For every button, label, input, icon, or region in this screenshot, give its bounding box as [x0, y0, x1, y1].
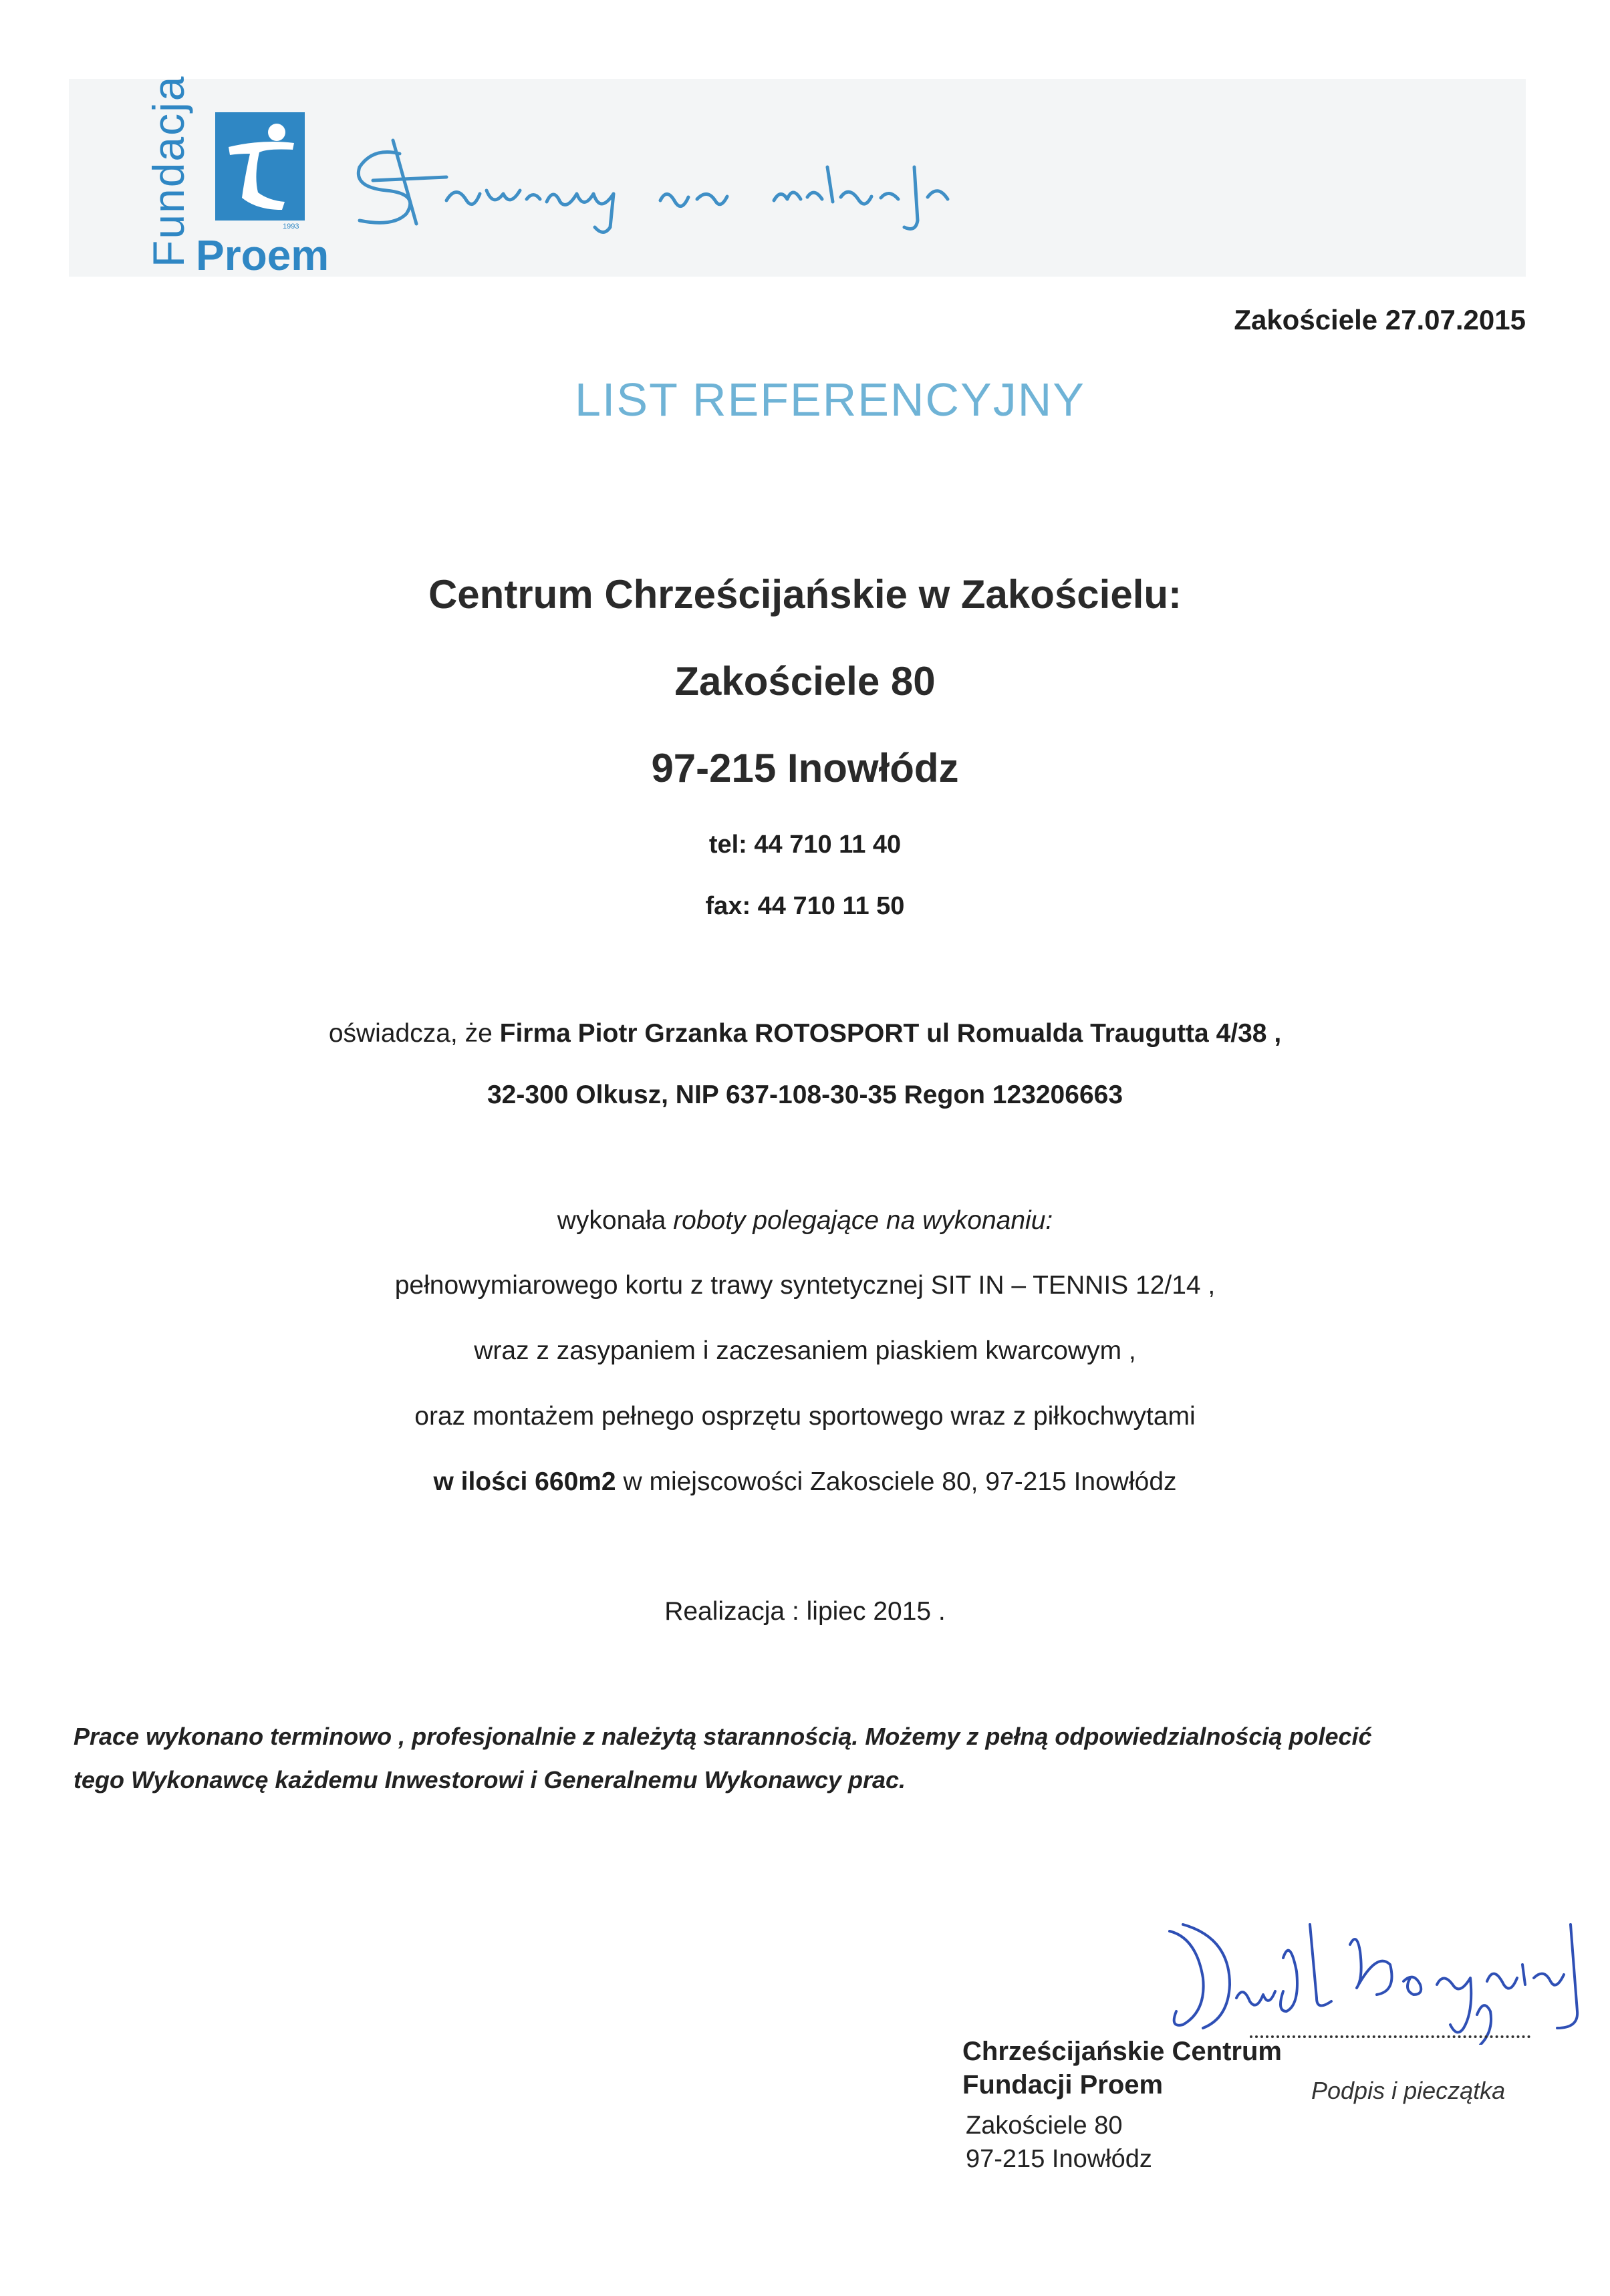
letter-date: Zakościele 27.07.2015: [1234, 304, 1526, 335]
logo-small-text: 1993: [283, 223, 299, 231]
works-location: w miejscowości Zakosciele 80, 97-215 Inowłódz: [616, 1467, 1177, 1496]
closing-line-2: tego Wykonawcę każdemu Inwestorowi i Generalnemu Wykonawcy prac.: [74, 1766, 906, 1793]
signature-line: [1250, 2035, 1530, 2038]
recipient-fax: fax: 44 710 11 50: [705, 892, 905, 920]
stamp-line-1: Chrześcijańskie Centrum: [962, 2037, 1282, 2066]
handwritten-signature: [1156, 1911, 1610, 2045]
works-line-1: pełnowymiarowego kortu z trawy syntetycznej SIT IN – TENNIS 12/14 ,: [394, 1271, 1216, 1300]
tagline-script: [346, 127, 974, 234]
works-line-2: wraz z zasypaniem i zaczesaniem piaskiem kwarcowym ,: [474, 1336, 1136, 1365]
statement-line-2: 32-300 Olkusz, NIP 637-108-30-35 Regon 123206663: [487, 1081, 1123, 1109]
recipient-street: Zakościele 80: [674, 659, 936, 704]
works-intro-italic: roboty polegające na wykonaniu:: [673, 1206, 1053, 1235]
works-line-3: oraz montażem pełnego osprzętu sportowego wraz z piłkochwytami: [414, 1402, 1196, 1431]
recipient-city: 97-215 Inowłódz: [651, 746, 959, 791]
statement-prefix: oświadcza, że: [328, 1019, 500, 1048]
works-line-4: [0, 1467, 1610, 1497]
closing-line-1: Prace wykonano terminowo , profesjonalnie z należytą starannością. Możemy z pełną odpowiedzialnością polecić: [74, 1723, 1372, 1750]
realization-date: Realizacja : lipiec 2015 .: [664, 1597, 946, 1626]
stamp-line-4: 97-215 Inowłódz: [966, 2145, 1152, 2173]
document-title: LIST REFERENCYJNY: [575, 374, 1085, 426]
statement-line-1: [0, 1019, 1610, 1048]
logo-vertical-text: Fundacja: [144, 75, 193, 267]
stamp-line-2: Fundacji Proem: [962, 2070, 1164, 2100]
logo-brand-text: Proem: [196, 231, 329, 279]
logo-figure-icon: [215, 112, 305, 221]
signature-caption: Podpis i pieczątka: [1311, 2077, 1506, 2104]
recipient-tel: tel: 44 710 11 40: [708, 831, 902, 859]
works-quantity: w ilości 660m2: [433, 1467, 616, 1496]
works-intro-plain: wykonała: [557, 1206, 674, 1235]
contractor-name: Firma Piotr Grzanka ROTOSPORT ul Romualda Traugutta 4/38 ,: [499, 1019, 1282, 1048]
stamp-line-3: Zakościele 80: [966, 2112, 1123, 2140]
recipient-name: Centrum Chrześcijańskie w Zakościelu:: [428, 572, 1182, 617]
works-intro: [0, 1206, 1610, 1236]
